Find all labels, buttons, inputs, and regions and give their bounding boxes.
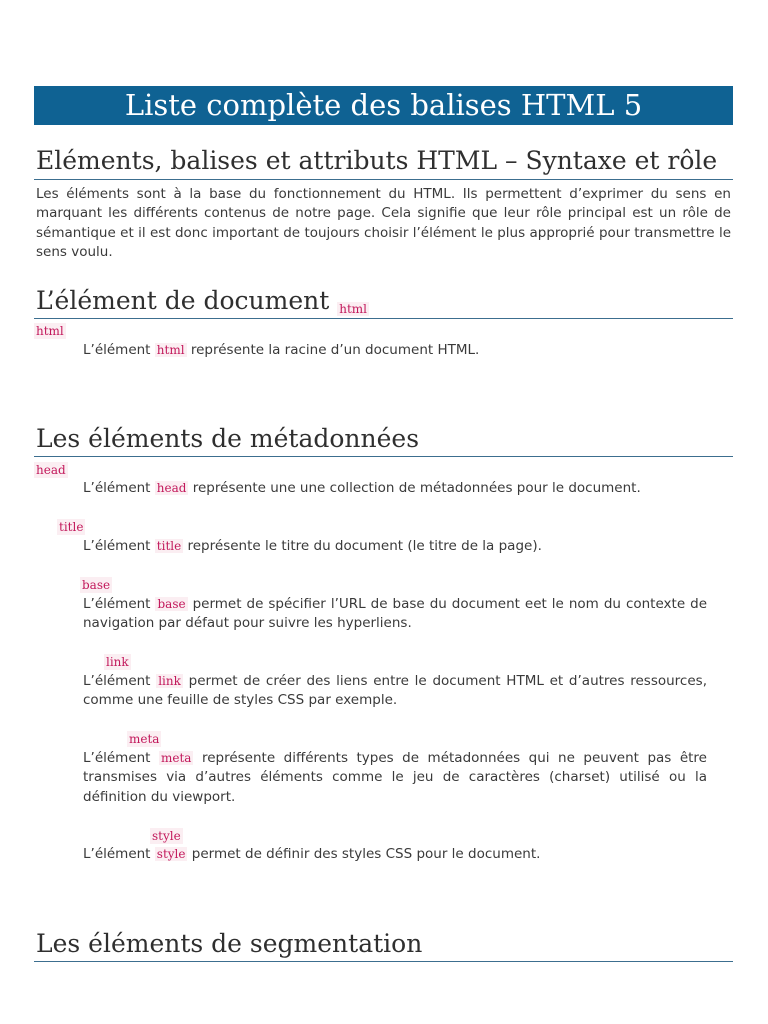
definition-base: [83, 595, 707, 634]
section-rule: [34, 318, 733, 319]
section-rule: [34, 961, 733, 962]
definition-prefix: L’élément: [83, 480, 151, 496]
definition-text: représente une une collection de métadonnées pour le document.: [192, 480, 641, 496]
inline-code: html: [156, 343, 185, 357]
definition-prefix: L’élément: [83, 538, 151, 554]
definition-prefix: L’élément: [83, 596, 151, 612]
section-heading-text: L’élément de document: [36, 286, 330, 315]
section-heading-document: [36, 285, 733, 325]
definition-prefix: L’élément: [83, 673, 151, 689]
definition-text: permet de créer des liens entre le document HTML et d’autres ressources, comme une feuille de styles CSS par exemple.: [83, 673, 707, 709]
definition-html: [83, 341, 707, 360]
inline-code: link: [158, 674, 181, 688]
definition-prefix: L’élément: [83, 750, 151, 766]
definition-link: [83, 672, 707, 711]
definition-text: permet de spécifier l’URL de base du document eet le nom du contexte de navigation par défaut pour suivre les hyperliens.: [83, 596, 707, 632]
definition-text: permet de définir des styles CSS pour le document.: [191, 846, 541, 862]
definition-prefix: L’élément: [83, 342, 151, 358]
section-rule: [34, 456, 733, 457]
inline-code: base: [157, 597, 186, 611]
section-rule: [34, 179, 733, 180]
section-heading-segmentation: Les éléments de segmentation: [36, 929, 423, 958]
definition-title: [83, 537, 707, 556]
intro-paragraph: Les éléments sont à la base du fonctionnement du HTML. Ils permettent d’exprimer du sens en marquant les différents contenus de notre page. Cela signifie que leur rôle principal est un rôle de sémantique et il est donc important de toujours choisir l’élément le plus approprié pour transmettre le sens voulu.: [36, 186, 731, 261]
tag-label-html: html: [36, 324, 64, 338]
inline-code: title: [156, 539, 182, 553]
inline-code: style: [156, 847, 186, 861]
definition-text: représente le titre du document (le titre de la page).: [187, 538, 542, 554]
definition-text: représente différents types de métadonnées qui ne peuvent pas être transmises via d’autres éléments comme le jeu de caractères (charset) utilisé ou la définition du viewport.: [83, 750, 707, 805]
tag-label-base: base: [82, 578, 111, 592]
heading-code: html: [339, 302, 368, 316]
tag-label-head: head: [36, 463, 66, 477]
definition-text: représente la racine d’un document HTML.: [190, 342, 480, 358]
page-title: Liste complète des balises HTML 5: [34, 86, 733, 125]
inline-code: head: [156, 481, 187, 495]
tag-label-title: title: [59, 520, 84, 534]
tag-label-meta: meta: [129, 732, 160, 746]
definition-head: [83, 479, 707, 498]
definition-prefix: L’élément: [83, 846, 151, 862]
tag-label-link: link: [106, 655, 129, 669]
definition-meta: [83, 749, 707, 807]
definition-style: [83, 845, 707, 864]
section-heading-intro: Eléments, balises et attributs HTML – Syntaxe et rôle: [36, 146, 718, 175]
inline-code: meta: [160, 751, 192, 765]
section-heading-metadata: Les éléments de métadonnées: [36, 424, 420, 453]
tag-label-style: style: [152, 829, 181, 843]
